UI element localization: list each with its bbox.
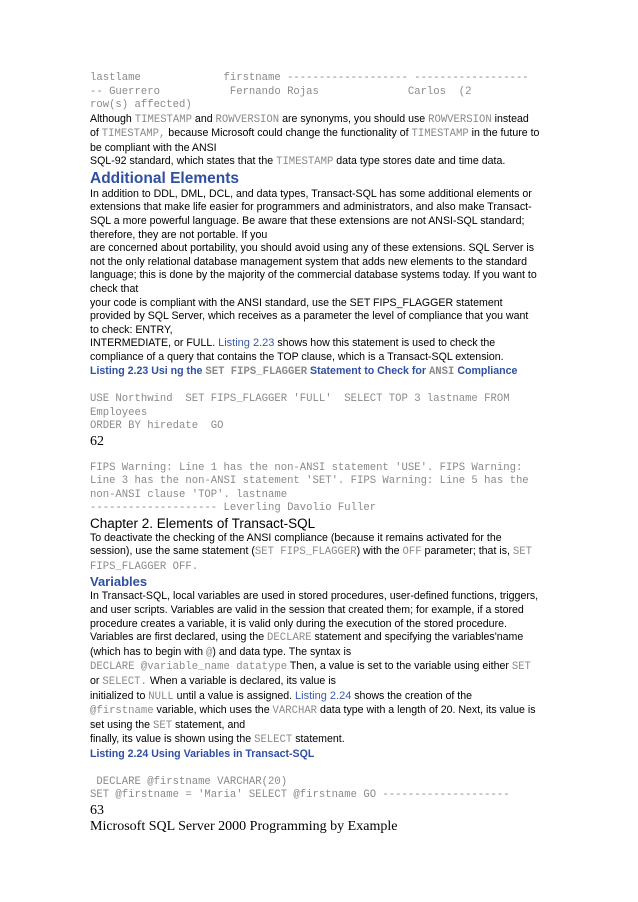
- page-number-63: 63: [90, 802, 104, 818]
- timestamp-paragraph: Although TIMESTAMP and ROWVERSION are synonyms, you should use ROWVERSION instead of TIMESTAMP, because Microsoft could change the functionality of TIMESTAMP in the future to be compliant with the ANSI SQL-92 standard, which states that the TIMESTAMP data type stores date and time data.: [90, 112, 540, 169]
- heading-variables: Variables: [90, 574, 148, 590]
- page-number-62: 62: [90, 433, 104, 449]
- listing-2-24-link[interactable]: Listing 2.24: [295, 689, 352, 702]
- book-title-footer: Microsoft SQL Server 2000 Programming by Example: [90, 818, 398, 834]
- fips-warning-output: FIPS Warning: Line 1 has the non-ANSI statement 'USE'. FIPS Warning: Line 3 has the non-ANSI statement 'SET'. FIPS Warning: Line 5 has the non-ANSI clause 'TOP'. lastname -------------------- Leverling Davolio Fuller: [90, 461, 529, 515]
- chapter-header: Chapter 2. Elements of Transact-SQL: [90, 515, 316, 531]
- query-result-code: lastlame firstname ------------------- ------------------ -- Guerrero Fernando Rojas Carlos (2 row(s) affected): [90, 72, 529, 111]
- listing-2-23-link[interactable]: Listing 2.23: [218, 337, 275, 350]
- deactivate-paragraph: To deactivate the checking of the ANSI compliance (because it remains activated for the session), use the same statement (SET FIPS_FLAGGER) with the OFF parameter; that is, SET FIPS_FLAGGER OFF.: [90, 531, 532, 573]
- listing-2-24-code: DECLARE @firstname VARCHAR(20) SET @firstname = 'Maria' SELECT @firstname GO --------------------: [90, 775, 510, 802]
- listing-2-23-caption: Listing 2.23 Usi ng the SET FIPS_FLAGGER Statement to Check for ANSI Compliance: [90, 364, 518, 378]
- heading-additional-elements: Additional Elements: [90, 169, 239, 187]
- additional-elements-paragraph: In addition to DDL, DML, DCL, and data types, Transact-SQL has some additional elements or extensions that make life easier for programmers and administrators, and also make Transact- SQL a more powerful language. Be aware that these extensions are not ANSI-SQL standard; therefore, they are not portable. If you are concerned about portability, you should avoid using any of these extensions. SQL Server is not the only relational database management system that adds new elements to the standard language; this is done by the majority of the commercial database systems today. If you want to check that your code is compliant with the ANSI standard, use the SET FIPS_FLAGGER statement provided by SQL Server, which receives as a parameter the level of compliance that you want to check: ENTRY, INTERMEDIATE, or FULL. Listing 2.23 shows how this statement is used to check the compliance of a query that contains the TOP clause, which is a Transact-SQL extension.: [90, 187, 537, 363]
- listing-2-23-code: USE Northwind SET FIPS_FLAGGER 'FULL' SELECT TOP 3 lastname FROM Employees ORDER BY hiredate GO: [90, 393, 510, 433]
- document-page: [90, 72, 550, 835]
- listing-2-24-caption: Listing 2.24 Using Variables in Transact-SQL: [90, 748, 315, 760]
- variables-paragraph: In Transact-SQL, local variables are used in stored procedures, user-defined functions, triggers, and user scripts. Variables are valid in the session that created them; for example, if a stored procedure creates a variable, it is valid only during the execution of the stored procedure. Variables are first declared, using the DECLARE statement and specifying the variables'name (which has to begin with @) and data type. The syntax is DECLARE @variable_name datatype Then, a value is set to the variable using either SET or SELECT. When a variable is declared, its value is initialized to NULL until a value is assigned. Listing 2.24 shows the creation of the @firstname variable, which uses the VARCHAR data type with a length of 20. Next, its value is set using the SET statement, and finally, its value is shown using the SELECT statement.: [90, 590, 539, 747]
